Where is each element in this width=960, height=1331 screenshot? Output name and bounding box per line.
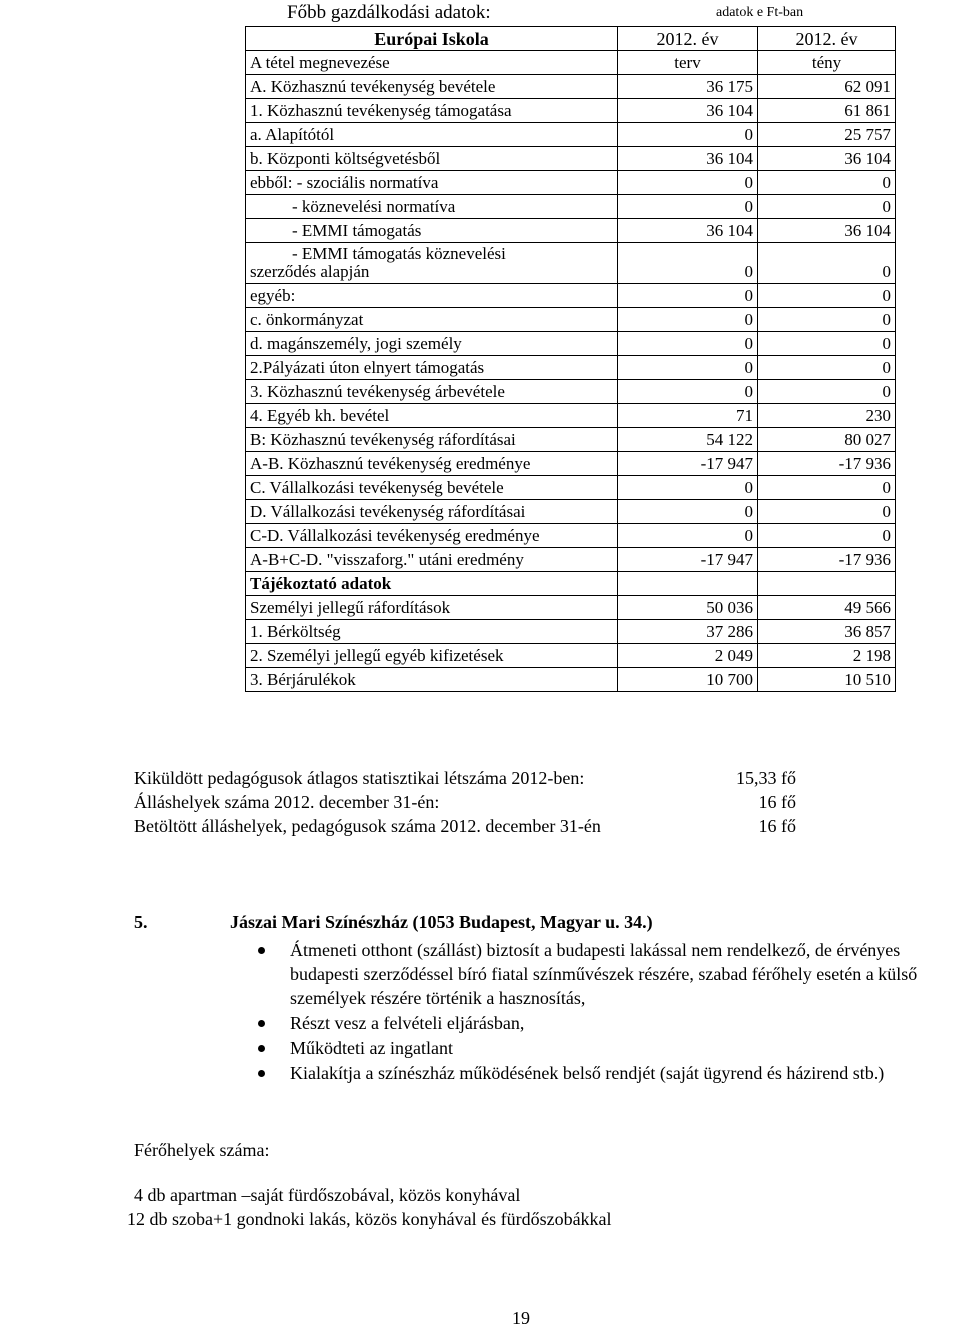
financial-table (245, 26, 896, 692)
table-row: c. önkormányzat 0 0 (246, 308, 896, 332)
table-row: egyéb: 0 0 (246, 284, 896, 308)
table-row: 2. Személyi jellegű egyéb kifizetések 2 049 2 198 (246, 644, 896, 668)
table-row: ebből: - szociális normatíva 0 0 (246, 171, 896, 195)
table-row: 3. Közhasznú tevékenység árbevétele 0 0 (246, 380, 896, 404)
info-section-title: Tájékoztató adatok (246, 572, 618, 596)
page-number: 19 (512, 1308, 530, 1328)
bullet-icon (258, 1070, 265, 1077)
table-row: 3. Bérjárulékok 10 700 10 510 (246, 668, 896, 692)
col-fact: tény (758, 51, 896, 75)
section-title: Jászai Mari Színészház (1053 Budapest, Magyar u. 34.) (230, 912, 653, 932)
col-year-fact: 2012. év (758, 27, 896, 51)
bullet-icon (258, 947, 265, 954)
table-row: - EMMI támogatás köznevelési szerződés alapján 0 0 (246, 243, 896, 284)
unit-note: adatok e Ft-ban (716, 5, 804, 20)
table-row: A-B+C-D. "visszaforg." utáni eredmény -17 947 -17 936 (246, 548, 896, 572)
table-row: C. Vállalkozási tevékenység bevétele 0 0 (246, 476, 896, 500)
table-subheader-row (246, 51, 896, 75)
table-row: 1. Bérköltség 37 286 36 857 (246, 620, 896, 644)
table-row: 4. Egyéb kh. bevétel 71 230 (246, 404, 896, 428)
list-item: Részt vesz a felvételi eljárásban, (250, 1011, 950, 1035)
table-row: Személyi jellegű ráfordítások 50 036 49 566 (246, 596, 896, 620)
table-row: a. Alapítótól 0 25 757 (246, 123, 896, 147)
table-row: - EMMI támogatás 36 104 36 104 (246, 219, 896, 243)
bullet-icon (258, 1045, 265, 1052)
table-header-row (246, 27, 896, 51)
table-row: - köznevelési normatíva 0 0 (246, 195, 896, 219)
list-item: Átmeneti otthont (szállást) biztosít a budapesti lakással nem rendelkező, de érvényes budapesti szerződéssel bíró fiatal színművészek részére, szabad férőhely esetén a külső személyek részére történik a hasznosítás, (250, 938, 950, 1010)
list-item: Működteti az ingatlant (250, 1036, 950, 1060)
capacity-line: 12 db szoba+1 gondnoki lakás, közös konyhával és fürdőszobákkal (127, 1209, 612, 1229)
label-header: A tétel megnevezése (246, 51, 618, 75)
col-plan: terv (618, 51, 758, 75)
table-row: A-B. Közhasznú tevékenység eredménye -17 947 -17 936 (246, 452, 896, 476)
table-row: b. Központi költségvetésből 36 104 36 104 (246, 147, 896, 171)
bullet-list (250, 938, 950, 1086)
section-number: 5. (134, 912, 148, 932)
table-section-row (246, 572, 896, 596)
table-row: D. Vállalkozási tevékenység ráfordításai 0 0 (246, 500, 896, 524)
list-item: Kialakítja a színészház működésének belső rendjét (saját ügyrend és házirend stb.) (250, 1061, 950, 1085)
capacity-label: Férőhelyek száma: (134, 1140, 270, 1160)
org-name: Európai Iskola (246, 27, 618, 51)
capacity-line: 4 db apartman –saját fürdőszobával, közös konyhával (134, 1185, 521, 1205)
col-year-plan: 2012. év (618, 27, 758, 51)
table-row: B: Közhasznú tevékenység ráfordításai 54 122 80 027 (246, 428, 896, 452)
table-row: A. Közhasznú tevékenység bevétele 36 175 62 091 (246, 75, 896, 99)
table-row: 1. Közhasznú tevékenység támogatása 36 104 61 861 (246, 99, 896, 123)
table-row: C-D. Vállalkozási tevékenység eredménye 0 0 (246, 524, 896, 548)
bullet-icon (258, 1020, 265, 1027)
section-heading: Főbb gazdálkodási adatok: (287, 2, 491, 23)
table-row: 2.Pályázati úton elnyert támogatás 0 0 (246, 356, 896, 380)
table-row: d. magánszemély, jogi személy 0 0 (246, 332, 896, 356)
